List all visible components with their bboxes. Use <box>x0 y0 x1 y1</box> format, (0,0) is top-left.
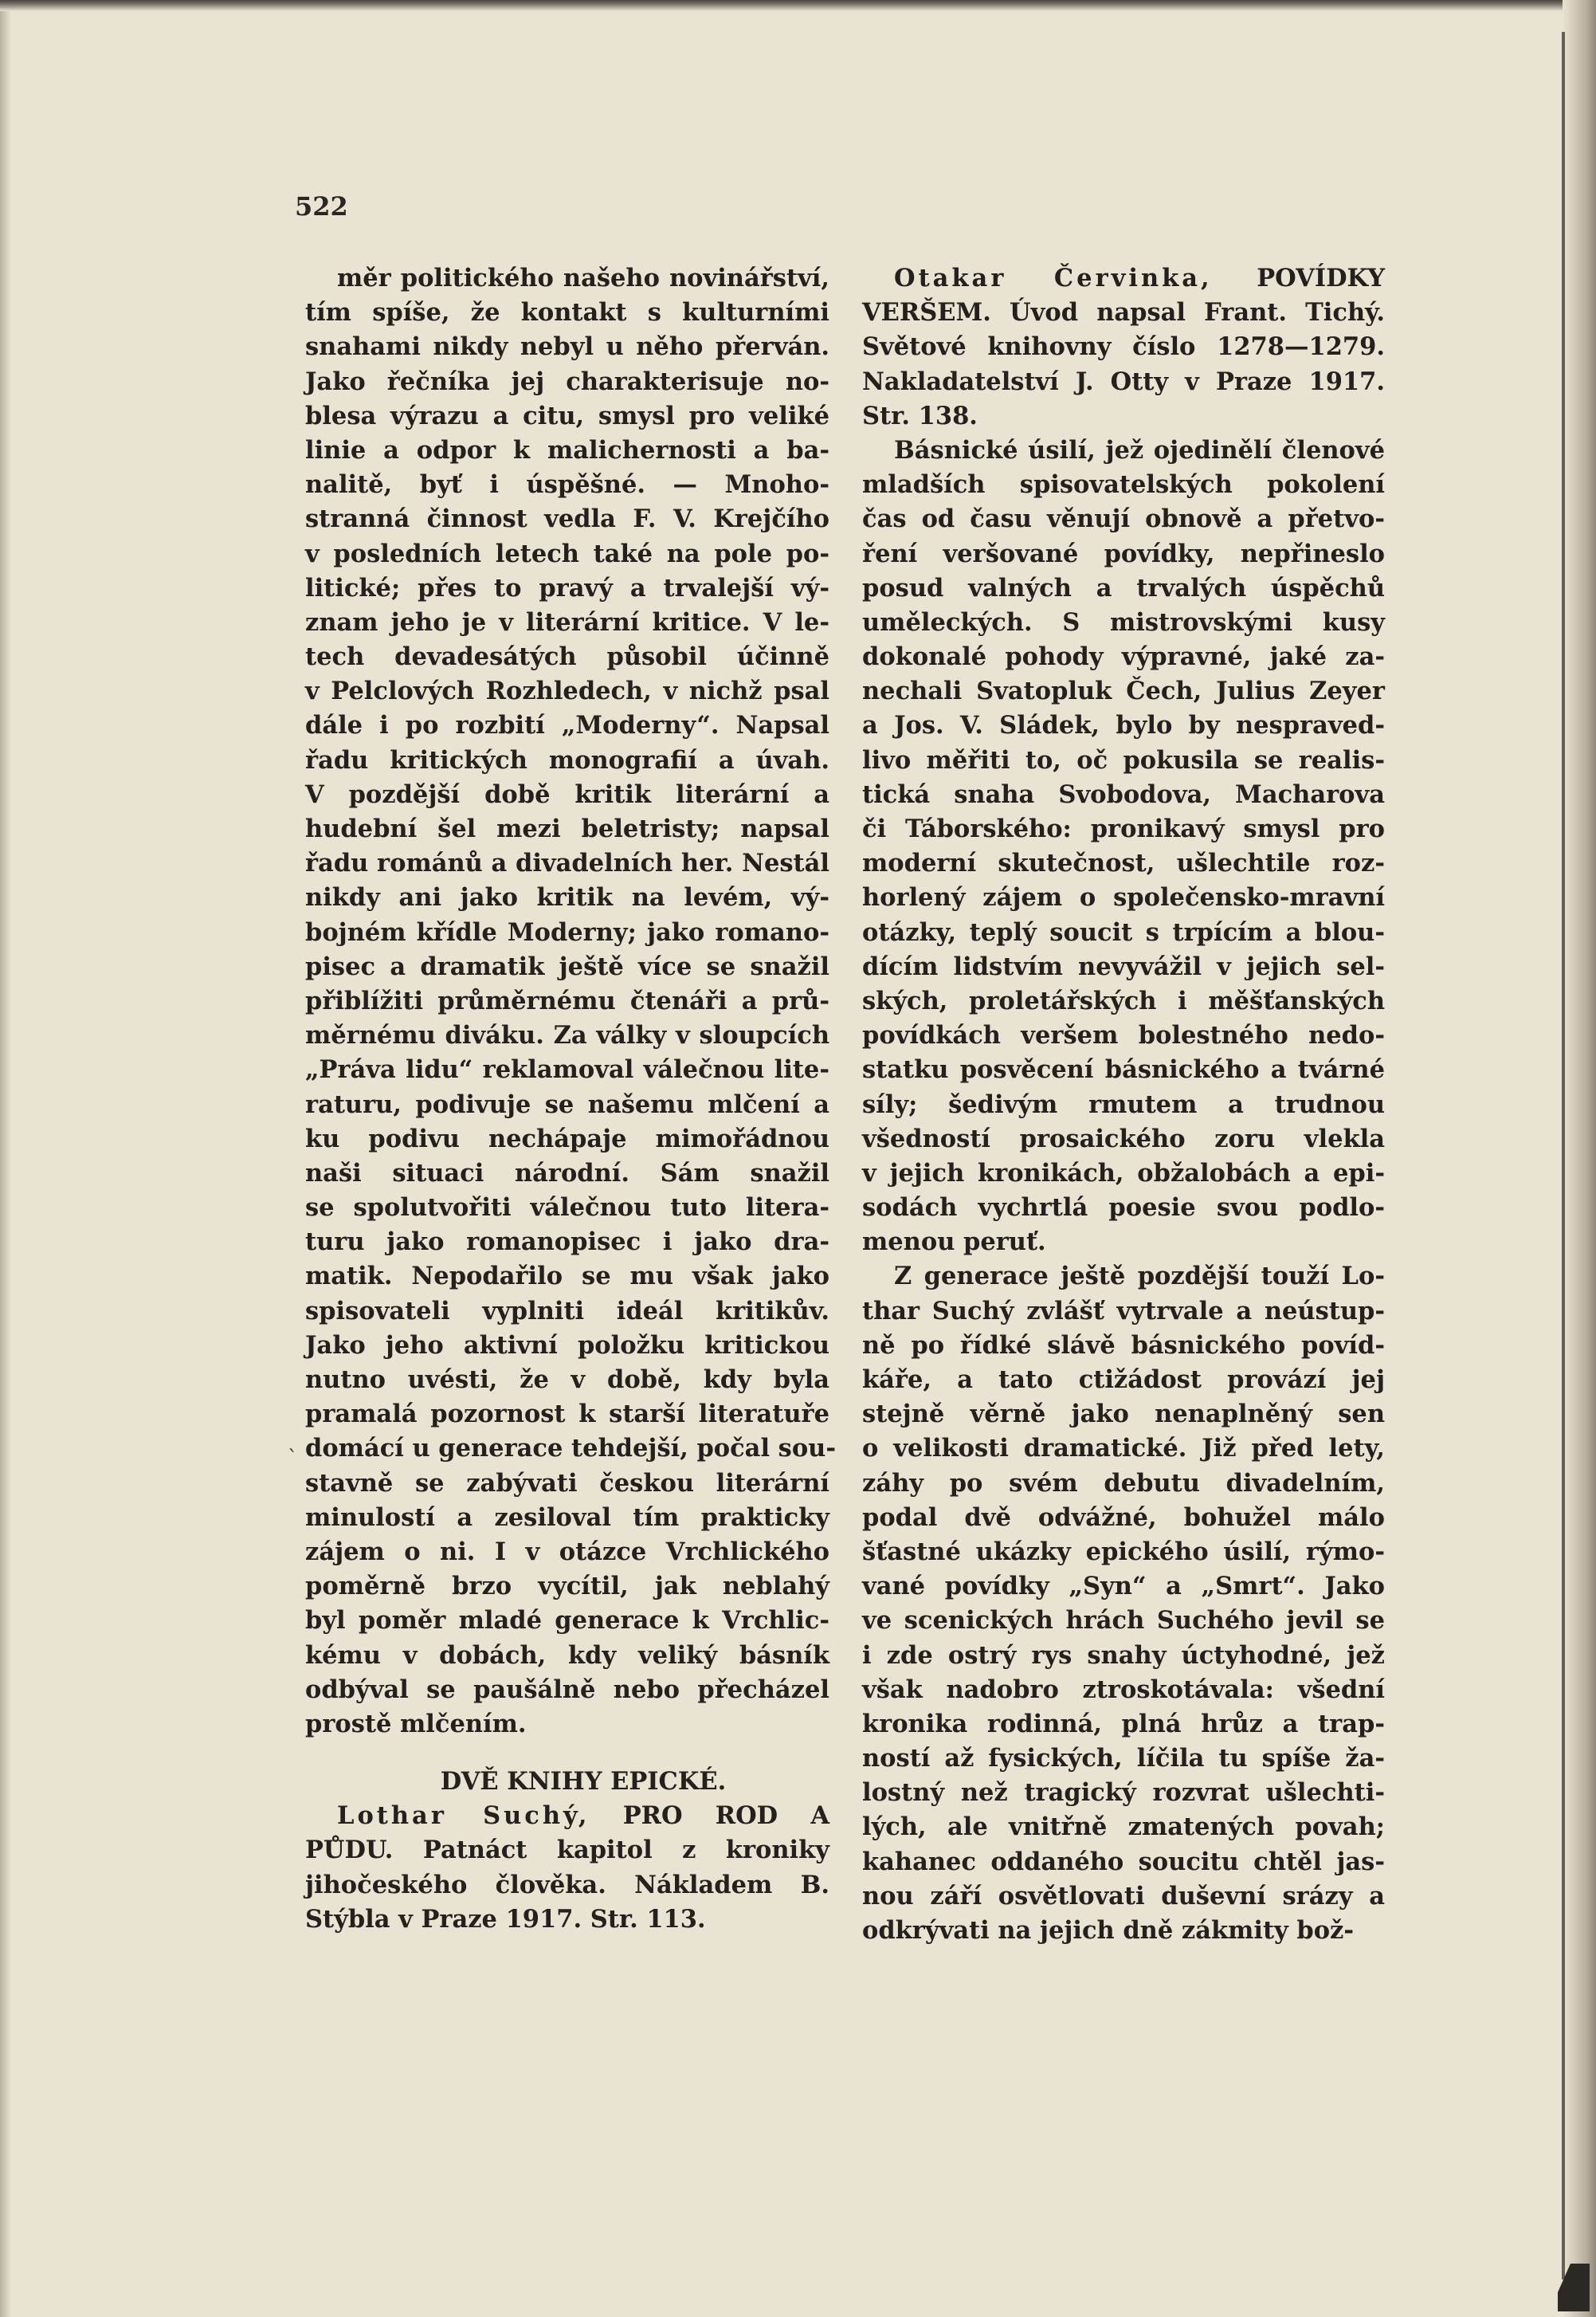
text-line: poměrně brzo vycítil, jak neblahý <box>305 1572 829 1601</box>
text-line: nutno uvésti, že v době, kdy byla <box>305 1365 829 1394</box>
text-line: povídkách veršem bolestného nedo- <box>862 1021 1385 1051</box>
text-line: zájem o ni. I v otázce Vrchlického <box>305 1537 829 1566</box>
margin-mark: ` <box>288 1447 298 1471</box>
text-line: naši situaci národní. Sám snažil <box>305 1158 829 1188</box>
text-line: thar Suchý zvlášť vytrvale a neústup- <box>862 1296 1385 1325</box>
text-line: tím spíše, že kontakt s kulturními <box>305 298 829 328</box>
text-line: přiblížiti průměrnému čtenáři a prů- <box>305 986 829 1015</box>
left-column <box>305 261 836 1937</box>
text-line: posud valných a trvalých úspěchů <box>862 573 1385 603</box>
text-line: uměleckých. S mistrovskými kusy <box>862 607 1385 637</box>
book-entry-line: Nakladatelství J. Otty v Praze 1917. <box>862 367 1385 396</box>
text-line: statku posvěcení básnického a tvárné <box>862 1055 1385 1085</box>
text-line: šťastné ukázky epického úsilí, rýmo- <box>862 1537 1385 1566</box>
text-line: řadu románů a divadelních her. Nestál <box>305 849 829 878</box>
text-line: kému v dobách, kdy veliký básník <box>305 1640 829 1670</box>
text-line: stavně se zabývati českou literární <box>305 1468 829 1498</box>
text-line: nou září osvětlovati duševní srázy a <box>862 1881 1385 1911</box>
text-line: turu jako romanopisec i jako dra- <box>305 1227 829 1257</box>
book-entry-line: Stýbla v Praze 1917. Str. 113. <box>305 1904 706 1934</box>
text-line: káře, a tato ctižádost provází jej <box>862 1365 1385 1394</box>
text-line: domácí u generace tehdejší, počal sou- <box>305 1434 836 1463</box>
text-line: Jako jeho aktivní položku kritickou <box>305 1330 829 1360</box>
text-line: v posledních letech také na pole po- <box>305 539 829 568</box>
text-line: minulostí a zesiloval tím prakticky <box>305 1502 829 1532</box>
entry-author: Otakar Červinka, <box>894 264 1213 293</box>
page-left-shadow <box>0 0 11 2317</box>
text-line: litické; přes to pravý a trvalejší vý- <box>305 573 829 603</box>
text-line: měrnému diváku. Za války v sloupcích <box>305 1021 829 1051</box>
text-line: otázky, teplý soucit s trpícím a blou- <box>862 917 1385 947</box>
text-line: Jako řečníka jej charakterisuje no- <box>305 367 829 396</box>
text-line: moderní skutečnost, ušlechtile roz- <box>862 849 1385 878</box>
text-line: o velikosti dramatické. Již před lety, <box>862 1434 1385 1463</box>
text-line: a Jos. V. Sládek, bylo by nespraved- <box>862 711 1385 740</box>
book-entry-line: VERŠEM. Úvod napsal Frant. Tichý. <box>862 298 1385 328</box>
text-line: však nadobro ztroskotávala: všední <box>862 1675 1385 1704</box>
text-line: stejně věrně jako nenaplněný sen <box>862 1400 1385 1429</box>
entry-title-start: POVÍDKY <box>1257 264 1385 293</box>
text-line: podal dvě odvážné, bohužel málo <box>862 1502 1385 1532</box>
page-right-shadow <box>1563 0 1596 2317</box>
text-line: pramalá pozornost k starší literatuře <box>305 1400 829 1429</box>
text-line: nalitě, byť i úspěšné. — Mnoho- <box>305 470 829 500</box>
text-line: matik. Nepodařilo se mu však jako <box>305 1262 829 1291</box>
text-line: znam jeho je v literární kritice. V le- <box>305 607 829 637</box>
text-line: ku podivu nechápaje mimořádnou <box>305 1124 829 1153</box>
left-book-entry <box>305 1799 829 1937</box>
text-line: odbýval se paušálně nebo přecházel <box>305 1675 829 1704</box>
text-line: či Táborského: pronikavý smysl pro <box>862 815 1385 843</box>
text-line: V pozdější době kritik literární a <box>305 780 829 809</box>
book-entry-line: Str. 138. <box>862 401 978 430</box>
text-line: tická snaha Svobodova, Macharova <box>862 780 1385 809</box>
right-book-entry <box>862 261 1385 434</box>
text-line: kahanec oddaného soucitu chtěl jas- <box>862 1847 1385 1876</box>
text-line: nechali Svatopluk Čech, Julius Zeyer <box>862 677 1385 706</box>
text-line: řadu kritických monografií a úvah. <box>305 745 829 775</box>
left-paragraph-1 <box>305 261 836 1742</box>
text-line: dále i po rozbití „Moderny“. Napsal <box>305 711 829 740</box>
text-line: blesa výrazu a citu, smysl pro veliké <box>305 401 829 430</box>
text-line: stranná činnost vedla F. V. Krejčího <box>305 505 829 534</box>
text-line: nikdy ani jako kritik na levém, vý- <box>305 883 829 913</box>
text-line: vané povídky „Syn“ a „Smrt“. Jako <box>862 1572 1385 1601</box>
text-line: síly; šedivým rmutem a trudnou <box>862 1090 1385 1119</box>
book-entry-line: jihočeského člověka. Nákladem B. <box>305 1870 829 1899</box>
binding-line <box>1562 32 1565 2280</box>
right-paragraph-1 <box>862 434 1385 1260</box>
text-line: ně po řídké slávě básnického povíd- <box>862 1330 1385 1360</box>
page-number: 522 <box>295 191 348 222</box>
text-line: i zde ostrý rys snahy úctyhodné, jež <box>862 1640 1385 1670</box>
book-entry-line <box>305 1799 829 1833</box>
entry-author: Lothar Suchý, <box>337 1801 590 1831</box>
text-line: ření veršované povídky, nepřineslo <box>862 539 1385 568</box>
book-entry-line <box>862 261 1385 296</box>
text-line: v jejich kronikách, obžalobách a epi- <box>862 1158 1385 1188</box>
text-line: bojném křídle Moderny; jako romano- <box>305 917 829 947</box>
book-entry-line: PŮDU. Patnáct kapitol z kroniky <box>305 1836 829 1865</box>
text-line: ských, proletářských i měšťanských <box>862 986 1385 1015</box>
entry-title-start: PRO ROD A <box>622 1801 829 1831</box>
text-line: v Pelclových Rozhledech, v nichž psal <box>305 677 829 706</box>
text-line: ve scenických hrách Suchého jevil se <box>862 1606 1385 1636</box>
text-line: Z generace ještě pozdější touží Lo- <box>894 1262 1385 1291</box>
page-top-shadow <box>0 0 1596 11</box>
text-line: kronika rodinná, plná hrůz a trap- <box>862 1709 1385 1738</box>
text-line: hudební šel mezi beletristy; napsal <box>305 815 829 843</box>
text-line: prostě mlčením. <box>305 1709 527 1738</box>
right-column <box>862 261 1385 1948</box>
text-line: mladších spisovatelských pokolení <box>862 470 1385 500</box>
section-heading: DVĚ KNIHY EPICKÉ. <box>440 1767 727 1797</box>
text-line: se spolutvořiti válečnou tuto litera- <box>305 1193 829 1223</box>
text-line: všedností prosaického zoru vlekla <box>862 1124 1385 1153</box>
text-line: sodách vychrtlá poesie svou podlo- <box>862 1193 1385 1223</box>
text-line: menou peruť. <box>862 1227 1046 1257</box>
text-line: „Práva lidu“ reklamoval válečnou lite- <box>305 1055 829 1085</box>
text-line: linie a odpor k malichernosti a ba- <box>305 435 829 465</box>
book-entry-line: Světové knihovny číslo 1278—1279. <box>862 332 1385 362</box>
text-line: pisec a dramatik ještě více se snažil <box>305 952 829 981</box>
text-line: raturu, podivuje se našemu mlčení a <box>305 1090 829 1119</box>
text-line: dokonalé pohody výpravné, jaké za- <box>862 642 1385 672</box>
text-line: Básnické úsilí, jež ojedinělí členové <box>894 435 1385 465</box>
text-line: spisovateli vyplniti ideál kritikův. <box>305 1296 829 1325</box>
text-line: dícím lidstvím nevyvážil v jejich sel- <box>862 952 1385 981</box>
text-line: tech devadesátých působil účinně <box>305 642 829 672</box>
text-line: lých, ale vnitřně zmatených povah; <box>862 1812 1385 1842</box>
text-line: ností až fysických, líčila tu spíše ža- <box>862 1744 1385 1773</box>
right-paragraph-2 <box>862 1259 1385 1948</box>
text-line: záhy po svém debutu divadelním, <box>862 1468 1385 1498</box>
text-line: livo měřiti to, oč pokusila se realis- <box>862 745 1385 775</box>
text-line: měr politického našeho novinářství, <box>337 264 829 293</box>
text-line: lostný než tragický rozvrat ušlechti- <box>862 1778 1385 1808</box>
text-line: byl poměr mladé generace k Vrchlic- <box>305 1606 829 1636</box>
text-line: odkrývati na jejich dně zákmity bož- <box>862 1916 1355 1945</box>
text-line: snahami nikdy nebyl u něho přerván. <box>305 332 829 362</box>
text-line: čas od času věnují obnově a přetvo- <box>862 505 1385 534</box>
text-line: horlený zájem o společensko-mravní <box>862 883 1385 913</box>
